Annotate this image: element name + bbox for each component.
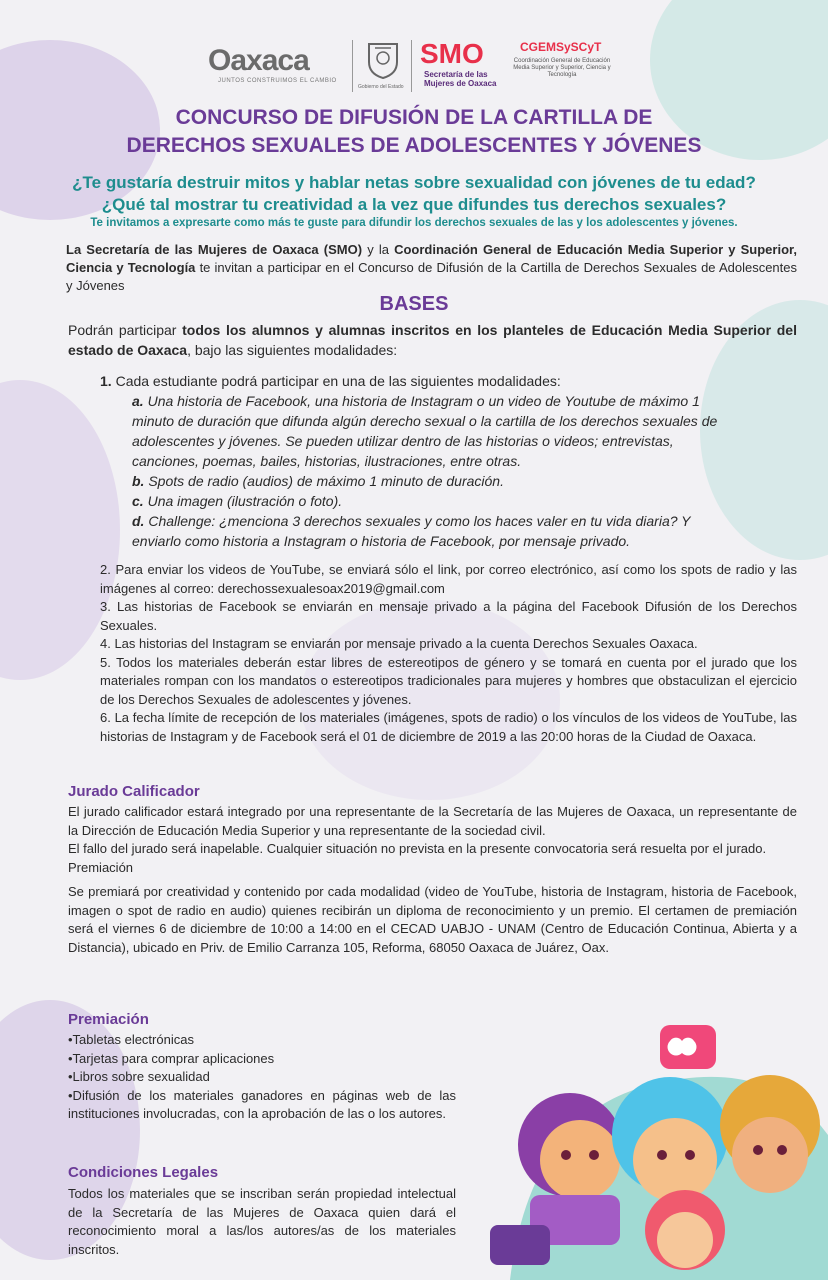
smo-subtitle: Secretaría de las Mujeres de Oaxaca [424,70,497,88]
list-item: •Libros sobre sexualidad [68,1069,210,1084]
divider [411,40,412,92]
option-letter: c. [132,493,144,509]
jurado-paragraph: El fallo del jurado será inapelable. Cualquier situación no prevista en la presente convocatoria será resuelta por el jurado. [68,841,767,856]
question-2: ¿Qué tal mostrar tu creatividad a la vez que difundes tus derechos sexuales? [101,195,727,214]
rule-item: 2. Para enviar los videos de YouTube, se enviará sólo el link, por correo electrónico, así como los spots de radio y las imágenes al correo: derechossexualesoax2019@gmail.com [100,562,797,596]
option-text: Una imagen (ilustración o foto). [143,493,343,509]
option-letter: b. [132,473,145,489]
page-title [0,104,828,160]
invitation-text: Te invitamos a expresarte como más te guste para difundir los derechos sexuales de las y los adolescentes y jóvenes. [90,217,738,229]
prize-list [68,1031,456,1124]
rule-1-text: Cada estudiante podrá participar en una de las siguientes modalidades: [111,373,561,389]
gobierno-label: Gobierno del Estado [358,84,404,90]
option-letter: d. [132,513,145,529]
option-letter: a. [132,393,144,409]
intro-conj: y la [362,242,395,257]
part-pre: Podrán participar [68,322,183,338]
oaxaca-tagline: JUNTOS CONSTRUIMOS EL CAMBIO [218,78,337,84]
list-item: •Difusión de los materiales ganadores en páginas web de las instituciones involucradas, con la aprobación de las o los autores. [68,1087,456,1121]
bases-heading: BASES [379,293,449,315]
youth-selfie-illustration [470,995,828,1280]
rule-item: 5. Todos los materiales deberán estar libres de estereotipos de género y se tomará en cuenta por el jurado que los materiales rompan con los mandatos o estereotipos tradicionales para mujeres y hombres que obstaculizan el ejercicio de los Derechos Sexuales de adolescentes y jóvenes. [100,654,797,707]
org-cgemsyscyt: Coordinación General de Educación Media Superior y Superior, Ciencia y Tecnología [66,242,797,275]
jurado-paragraph: El jurado calificador estará integrado por una representante de la Secretaría de las Mujeres de Oaxaca, un representante de la Dirección de Educación Media Superior y una representante de la sociedad civil. [68,804,797,838]
intro-rest: te invitan a participar en el Concurso de Difusión de la Cartilla de Derechos Sexuales de Adolescentes y Jóvenes [66,260,797,293]
oaxaca-logo: Oaxaca [208,44,309,77]
smo-logo: SMO [420,38,484,69]
option-d [132,511,736,551]
logo-bar [0,36,828,106]
jurado-paragraph: Premiación [68,859,134,875]
option-b [132,471,736,491]
rule-1-number: 1. [100,373,112,389]
option-a [132,391,736,471]
premiacion-heading: Premiación [68,1011,149,1028]
option-c [132,491,736,511]
jurado-heading: Jurado Calificador [68,783,200,800]
option-text: Spots de radio (audios) de máximo 1 minuto de duración. [144,473,504,489]
list-item: •Tabletas electrónicas [68,1032,194,1047]
rule-item: 4. Las historias del Instagram se enviarán por mensaje privado a la cuenta Derechos Sexuales Oaxaca. [100,636,698,651]
divider [352,40,353,92]
rules-list [100,561,797,746]
option-text: Una historia de Facebook, una historia de Instagram o un video de Youtube de máximo 1 minuto de duración que difunda algún derecho sexual o la cartilla de los derechos sexuales de adolescentes y jóvenes. Se pueden utilizar dentro de las historias o videos; entrevistas, canciones, poemas, bailes, historias, ilustraciones, entre otras. [132,393,718,469]
intro-paragraph [66,241,797,295]
part-bold: todos los alumnos y alumnas inscritos en los planteles de Educación Media Superior del estado de Oaxaca [68,322,797,358]
participation-paragraph [68,320,797,360]
org-smo: La Secretaría de las Mujeres de Oaxaca (SMO) [66,242,363,257]
list-item: •Tarjetas para comprar aplicaciones [68,1050,275,1066]
part-post: , bajo las siguientes modalidades: [187,342,398,358]
rule-item: 6. La fecha límite de recepción de los materiales (imágenes, spots de radio) o los vínculos de los videos de YouTube, las historias de Instagram y de Facebook será el 01 de diciembre de 2019 a las 20:00 horas de la Ciudad de Oaxaca. [100,710,797,744]
question-1: ¿Te gustaría destruir mitos y hablar netas sobre sexualidad con jóvenes de tu edad? [72,173,756,192]
cgemsyscyt-logo: CGEMSySCyT [520,40,602,54]
state-shield-icon [365,40,401,80]
legal-text: Todos los materiales que se inscriban serán propiedad intelectual de la Secretaría de las Mujeres de Oaxaca quien dará el reconocimiento moral a las/los autores/as de los materiales inscritos. [68,1186,456,1257]
title-line-1: CONCURSO DE DIFUSIÓN DE LA CARTILLA DE [175,106,653,129]
legal-heading: Condiciones Legales [68,1164,219,1181]
option-text: Challenge: ¿menciona 3 derechos sexuales y como los haces valer en tu vida diaria? Y enviarlo como historia a Instagram o historia de Facebook, por mensaje privado. [132,513,691,549]
title-line-2: DERECHOS SEXUALES DE ADOLESCENTES Y JÓVENES [126,134,702,157]
jurado-paragraph: Se premiará por creatividad y contenido por cada modalidad (video de YouTube, historia de Instagram, historia de Facebook, imagen o spot de radio en audio) quienes recibirán un diploma de reconocimiento y un premio. El certamen de premiación será el viernes 6 de diciembre de 10:00 a 14:00 en el CECAD UABJO - UNAM (Centro de Educación Continua, Abierta y a Distancia), ubicado en Priv. de Emilio Carranza 105, Reforma, 68050 Oaxaca de Juárez, Oax. [68,884,797,955]
rule-1 [100,371,720,391]
jurado-text [68,803,797,957]
rule-item: 3. Las historias de Facebook se enviarán en mensaje privado a la página del Facebook Difusión de los Derechos Sexuales. [100,599,797,633]
cgemsyscyt-subtitle: Coordinación General de Educación Media Superior y Superior, Ciencia y Tecnología [513,58,611,78]
